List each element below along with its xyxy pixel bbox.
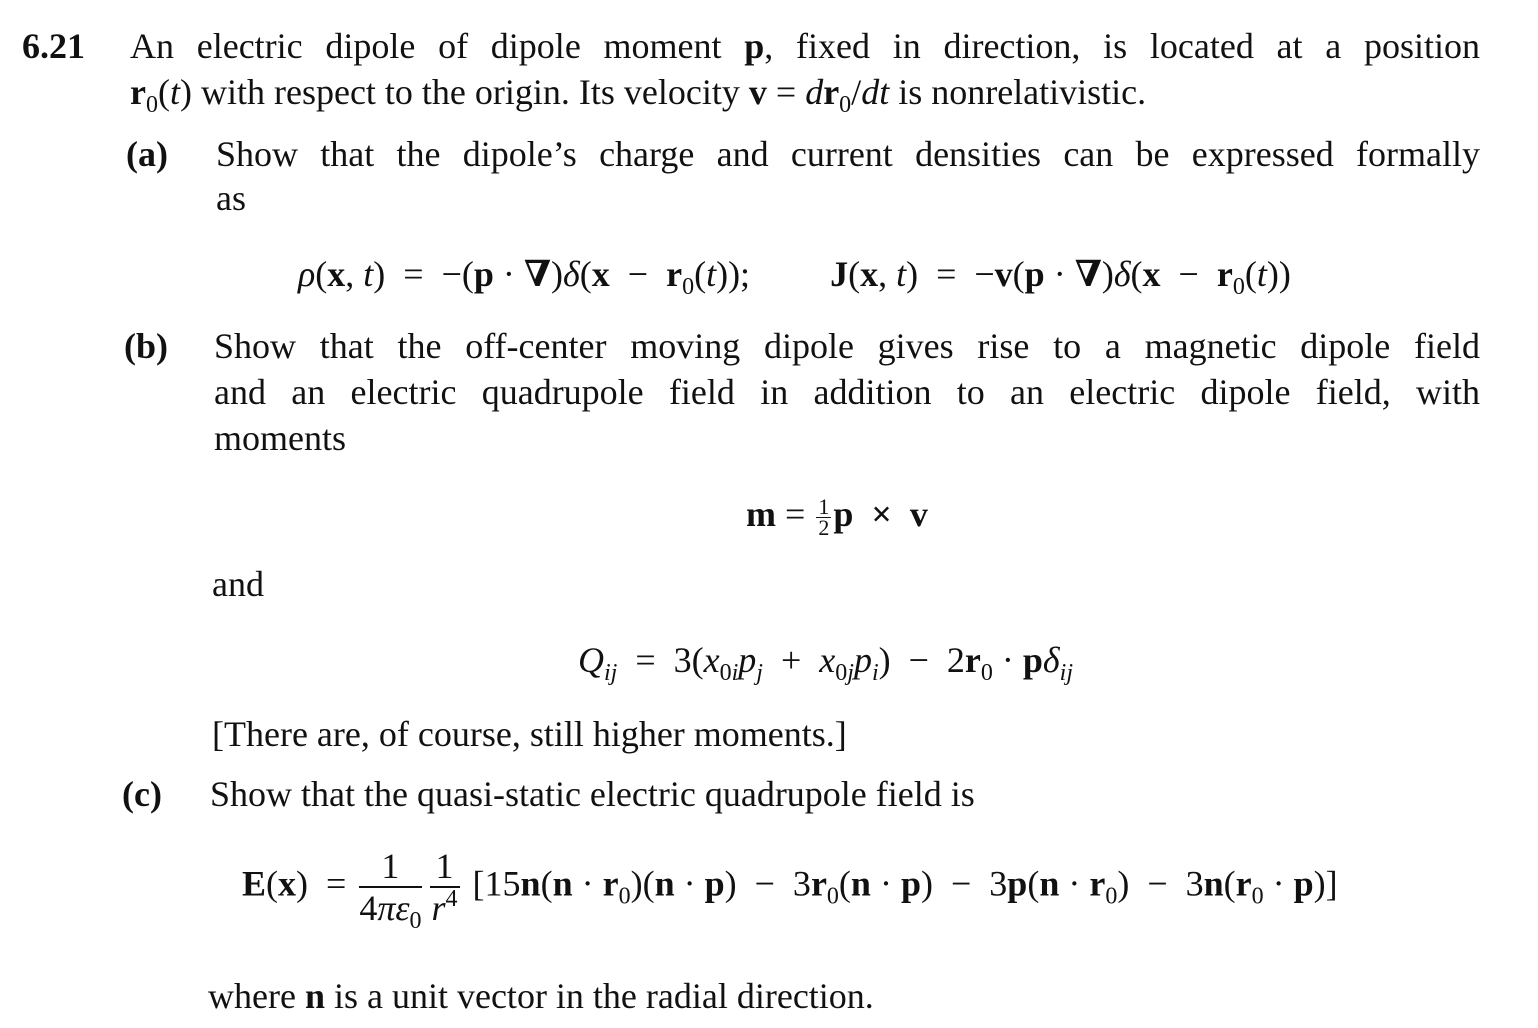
magnetic-moment-equation: m = $\frac{1}{2}$ p × v (746, 494, 928, 541)
previous-line-fragment (0, 0, 1538, 4)
problem-intro-line-1: An electric dipole of dipole moment p, fixed in direction, is located at a position (130, 26, 1480, 66)
problem-number: 6.21 (22, 26, 85, 66)
problem-intro-line-2: $r_0(t)$ with respect to the origin. Its velocity $v = dr_0/dt$ is nonrelativistic. (130, 72, 1147, 118)
part-c-equation: E(x) = $\frac{1}{4\pi\varepsilon_0}$ $\frac{1}{r^4}$ $[15n(n \cdot r_0)(n \cdot p) - 3r_0(n \cdot p) - 3p(n \cdot r_0) - 3n(r_0 \cdot p)]$ (242, 846, 1338, 934)
part-b-text-line-1: Show that the off-center moving dipole gives rise to a magnetic dipole field (214, 326, 1480, 366)
part-c-label: (c) (122, 774, 162, 814)
part-b-text-line-3: moments (214, 418, 346, 458)
part-c-final-text: where n is a unit vector in the radial direction. (208, 976, 874, 1016)
part-b-label: (b) (124, 326, 168, 366)
part-c-text: Show that the quasi-static electric quadrupole field is (210, 774, 975, 814)
part-a-label: (a) (126, 134, 168, 174)
part-a-text-line-1: Show that the dipole’s charge and current densities can be expressed formally (216, 134, 1480, 174)
part-a-equation: ρ(x, $t) = -(p \cdot \nabla)\delta(x - r_0(t))$; J(x, $t) = -v(p \cdot \nabla)\delta(x - r_0(t))$ (298, 254, 1291, 300)
part-b-text-line-2: and an electric quadrupole field in addition to an electric dipole field, with (214, 372, 1480, 412)
part-b-note: [There are, of course, still higher moments.] (212, 714, 847, 754)
quadrupole-moment-equation: $Q_{ij} = 3(x_{0i}p_j + x_{0j}p_i) - 2r_0 \cdot p\delta_{ij}$ (578, 640, 1073, 686)
part-b-and: and (212, 564, 264, 604)
part-a-text-line-2: as (216, 178, 246, 218)
